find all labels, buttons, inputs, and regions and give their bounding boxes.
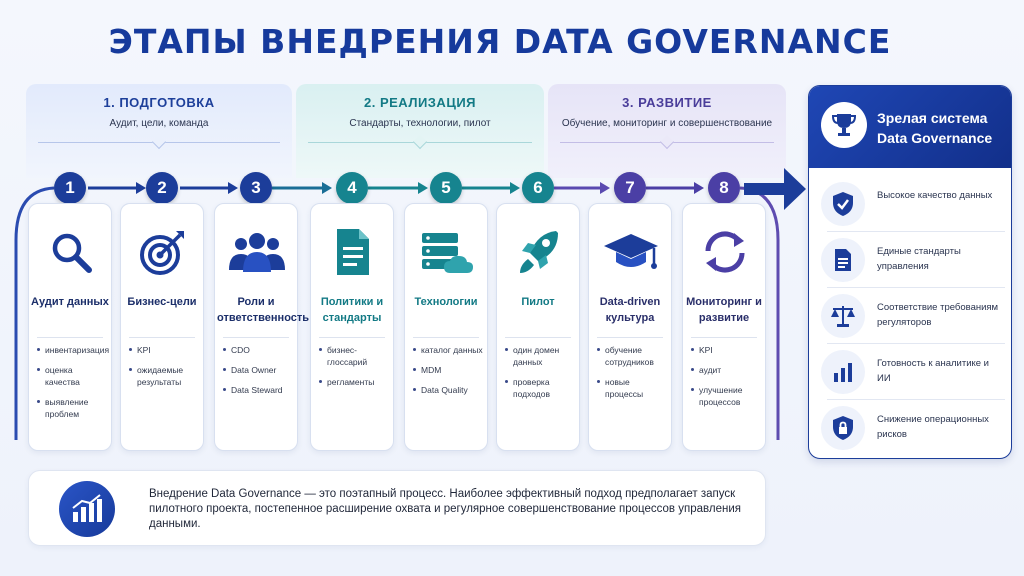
step-title: Роли и ответственность xyxy=(217,296,310,324)
bar-chart-icon xyxy=(821,350,865,394)
step-number-7: 7 xyxy=(614,172,646,204)
result-item-analytics xyxy=(819,344,1005,400)
list-item: MDM xyxy=(413,364,483,376)
result-item-text: Снижение операционных рисков xyxy=(877,414,989,440)
card-divider xyxy=(413,337,479,338)
summary-note xyxy=(28,470,766,546)
document-icon xyxy=(311,226,395,278)
phase-title: 3. РАЗВИТИЕ xyxy=(622,95,712,110)
step-number-3: 3 xyxy=(240,172,272,204)
card-divider xyxy=(129,337,195,338)
step-card-roles xyxy=(214,203,310,451)
result-item-text: Соответствие требованиям регуляторов xyxy=(877,302,999,328)
step-items xyxy=(413,344,483,404)
step-number-5: 5 xyxy=(430,172,462,204)
result-item-compliance xyxy=(819,288,1005,344)
step-title: Пилот xyxy=(521,296,555,308)
list-item: аудит xyxy=(691,364,761,376)
arrowhead xyxy=(694,182,704,194)
document-icon xyxy=(821,238,865,282)
cycle-arrows-icon xyxy=(683,226,767,278)
result-panel xyxy=(808,85,1012,459)
magnifier-icon xyxy=(29,226,113,278)
step-title: Мониторинг и развитие xyxy=(686,296,762,324)
arrowhead xyxy=(510,182,520,194)
step-number-6: 6 xyxy=(522,172,554,204)
result-item-standards xyxy=(819,232,1005,288)
result-item-risks xyxy=(819,400,1005,456)
chevron-down-icon xyxy=(152,135,166,149)
graduation-cap-icon xyxy=(589,226,673,278)
list-item: KPI xyxy=(691,344,761,356)
chevron-down-icon xyxy=(660,135,674,149)
target-icon xyxy=(121,226,205,278)
step-items xyxy=(129,344,199,396)
rocket-icon xyxy=(497,226,581,278)
phase-subtitle: Обучение, мониторинг и совершенствование xyxy=(561,118,773,129)
step-items xyxy=(597,344,667,408)
card-divider xyxy=(505,337,571,338)
server-cloud-icon xyxy=(405,226,489,278)
step-card-culture xyxy=(588,203,672,451)
list-item: улучшение процессов xyxy=(691,384,761,408)
step-number-8: 8 xyxy=(708,172,740,204)
list-item: обучение сотрудников xyxy=(597,344,667,368)
step-items xyxy=(223,344,293,404)
result-title-line2: Data Governance xyxy=(877,130,993,146)
step-card-monitoring xyxy=(682,203,766,451)
arrowhead xyxy=(322,182,332,194)
result-item-quality xyxy=(819,176,1005,232)
list-item: бизнес-глоссарий xyxy=(319,344,389,368)
step-card-audit xyxy=(28,203,112,451)
growth-chart-icon xyxy=(59,481,115,537)
step-title: Бизнес-цели xyxy=(127,296,197,308)
list-item: один домен данных xyxy=(505,344,575,368)
phase-title: 1. ПОДГОТОВКА xyxy=(103,95,215,110)
list-item: Data Steward xyxy=(223,384,293,396)
card-divider xyxy=(597,337,663,338)
list-item: Data Owner xyxy=(223,364,293,376)
result-item-text: Высокое качество данных xyxy=(877,190,993,201)
arrowhead xyxy=(600,182,610,194)
phase-implementation xyxy=(296,84,544,178)
step-title: Политики и стандарты xyxy=(320,296,384,324)
step-title: Аудит данных xyxy=(31,296,109,308)
card-divider xyxy=(223,337,289,338)
step-number-1: 1 xyxy=(54,172,86,204)
result-item-text: Единые стандарты управления xyxy=(877,246,961,272)
phase-subtitle: Аудит, цели, команда xyxy=(109,118,209,129)
arrowhead xyxy=(228,182,238,194)
list-item: проверка подходов xyxy=(505,376,575,400)
result-title xyxy=(877,108,992,148)
step-card-policies xyxy=(310,203,394,451)
scales-icon xyxy=(821,294,865,338)
summary-text: Внедрение Data Governance — это поэтапный процесс. Наиболее эффективный подход предполагает запуск пилотного проекта, постепенное расширение охвата и регулярное совершенствование процессов управления данными. xyxy=(149,488,741,530)
step-items xyxy=(37,344,110,428)
list-item: CDO xyxy=(223,344,293,356)
step-items xyxy=(691,344,761,416)
step-title: Технологии xyxy=(414,296,478,308)
step-card-technologies xyxy=(404,203,488,451)
card-divider xyxy=(319,337,385,338)
step-number-2: 2 xyxy=(146,172,178,204)
card-divider xyxy=(691,337,757,338)
trophy-icon xyxy=(821,102,867,148)
phase-title: 2. РЕАЛИЗАЦИЯ xyxy=(363,95,477,110)
step-title: Data-driven культура xyxy=(599,296,661,324)
list-item: Data Quality xyxy=(413,384,483,396)
team-icon xyxy=(215,226,299,278)
step-number-4: 4 xyxy=(336,172,368,204)
step-card-business-goals xyxy=(120,203,204,451)
connector-arrows xyxy=(88,182,704,194)
list-item: KPI xyxy=(129,344,199,356)
list-item: регламенты xyxy=(319,376,389,388)
phase-development xyxy=(548,84,786,178)
result-title-line1: Зрелая система xyxy=(877,110,988,126)
step-items xyxy=(319,344,389,396)
arrowhead xyxy=(418,182,428,194)
shield-lock-icon xyxy=(821,406,865,450)
step-card-pilot xyxy=(496,203,580,451)
list-item: ожидаемые результаты xyxy=(129,364,199,388)
result-header xyxy=(809,86,1011,168)
shield-check-icon xyxy=(821,182,865,226)
phase-preparation xyxy=(26,84,292,178)
list-item: инвентаризация xyxy=(37,344,107,356)
page-title: ЭТАПЫ ВНЕДРЕНИЯ DATA GOVERNANCE xyxy=(108,22,892,61)
list-item: выявление проблем xyxy=(37,396,107,420)
list-item: каталог данных xyxy=(413,344,483,356)
list-item: новые процессы xyxy=(597,376,667,400)
card-divider xyxy=(37,337,103,338)
chevron-down-icon xyxy=(413,135,427,149)
phase-subtitle: Стандарты, технологии, пилот xyxy=(349,118,491,129)
list-item: оценка качества xyxy=(37,364,107,388)
step-items xyxy=(505,344,575,408)
result-item-text: Готовность к аналитике и ИИ xyxy=(877,358,989,384)
arrowhead xyxy=(136,182,146,194)
